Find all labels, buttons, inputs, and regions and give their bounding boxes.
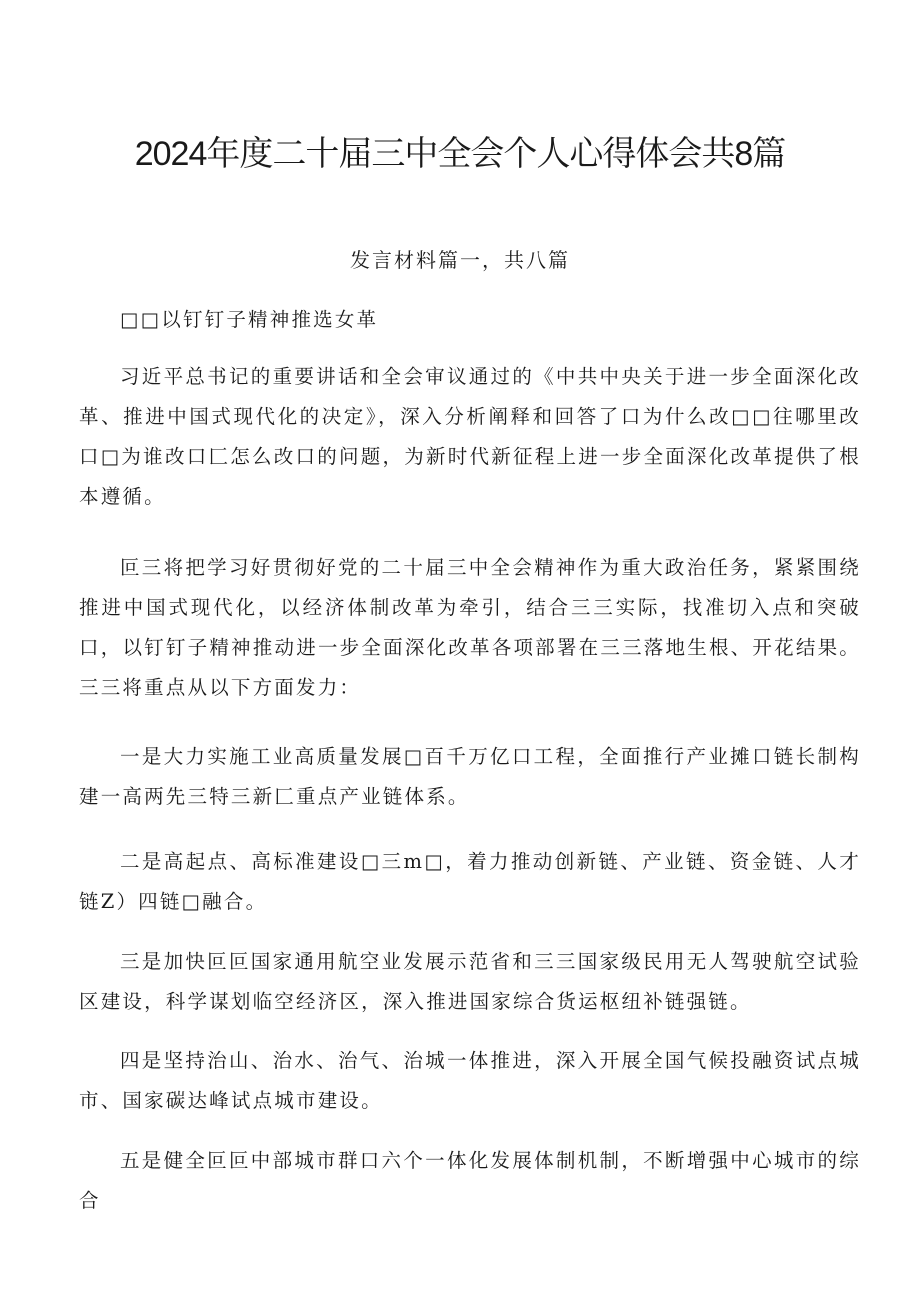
- paragraph: 四是坚持治山、治水、治气、治城一体推进，深入开展全国气候投融资试点城市、国家碳达峰试点城市建设。: [79, 1049, 861, 1112]
- paragraph: 习近平总书记的重要讲话和全会审议通过的《中共中央关于进一步全面深化改革、推进中国式现代化的决定》，深入分析阐释和回答了口为什么改□□往哪里改口□为谁改口匚怎么改口的问题，为新时代新征程上进一步全面深化改革提供了根本遵循。: [79, 365, 861, 508]
- document-subtitle: 发言材料篇一，共八篇: [350, 248, 570, 272]
- section-heading: □□以钉钉子精神推选女革: [120, 308, 379, 331]
- paragraph: 五是健全叵叵中部城市群口六个一体化发展体制机制，不断增强中心城市的综合: [79, 1149, 861, 1212]
- paragraph: 二是高起点、高标准建设□三m□，着力推动创新链、产业链、资金链、人才链Z）四链□融合。: [79, 850, 861, 913]
- paragraph: 叵三将把学习好贯彻好党的二十届三中全会精神作为重大政治任务，紧紧围绕推进中国式现代化，以经济体制改革为牵引，结合三三实际，找准切入点和突破口，以钉钉子精神推动进一步全面深化改革各项部署在三三落地生根、开花结果。三三将重点从以下方面发力：: [79, 556, 861, 699]
- document-title: 2024年度二十届三中全会个人心得体会共8篇: [134, 135, 786, 173]
- paragraph: 三是加快叵叵国家通用航空业发展示范省和三三国家级民用无人驾驶航空试验区建设，科学谋划临空经济区，深入推进国家综合货运枢纽补链强链。: [79, 950, 861, 1013]
- paragraph: 一是大力实施工业高质量发展□百千万亿口工程，全面推行产业摊口链长制构建一高两先三特三新匚重点产业链体系。: [79, 745, 861, 808]
